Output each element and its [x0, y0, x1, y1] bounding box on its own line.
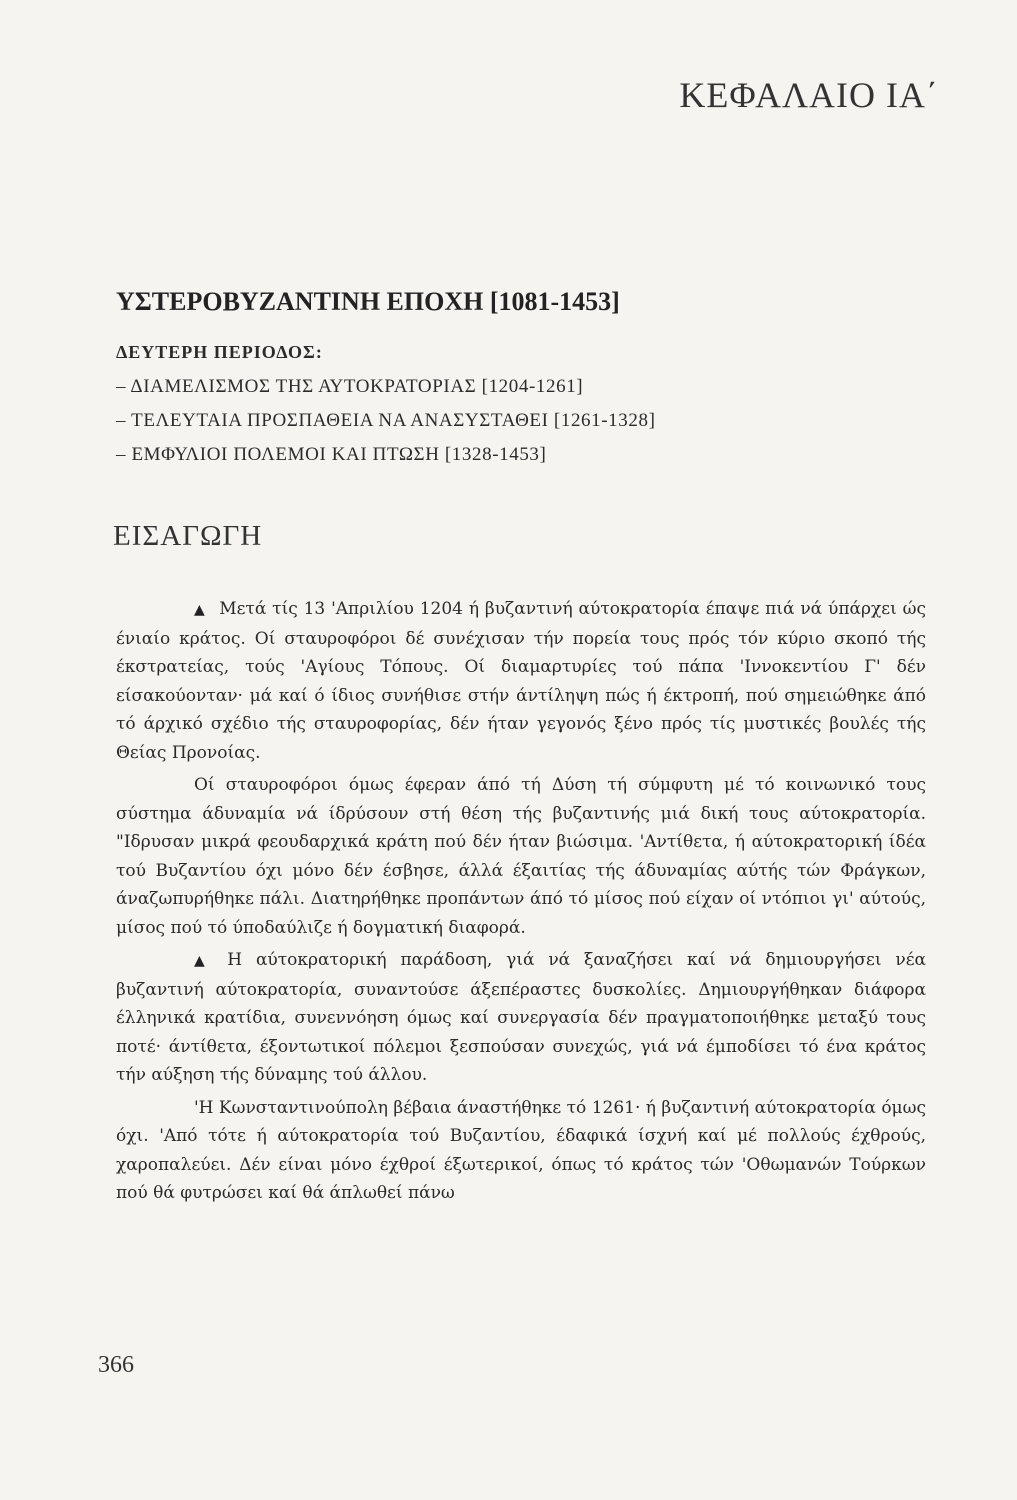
body-text — [116, 595, 926, 1208]
paragraph — [116, 595, 926, 767]
page-number: 366 — [98, 1352, 134, 1378]
paragraph-text: Μετά τίς 13 'Απριλίου 1204 ή βυζαντινή αύτοκρατορία έπαψε πιά νά ύπάρχει ώς ένιαίο κράτος. Οί σταυροφόροι δέ συνέχισαν τήν πορεία τους πρός τόν κύριο σκοπό τής έκστρατείας, τούς 'Αγίους Τόπους. Οί διαμαρτυρίες τού πάπα 'Ιννοκεντίου Γ' δέν είσακούονταν· μά καί ό ίδιος συνήθισε στήν άντίληψη πώς ή έκτροπή, πού σημειώθηκε άπό τό άρχικό σχέδιο τής σταυροφορίας, δέν ήταν γεγονός ξένο πρός τίς μυστικές βουλές τής Θείας Προνοίας. — [116, 599, 926, 763]
triangle-marker-icon: ▲ — [194, 602, 206, 618]
paragraph-text: 'Η Κωνσταντινούπολη βέβαια άναστήθηκε τό 1261· ή βυζαντινή αύτοκρατορία όμως όχι. 'Από τότε ή αύτοκρατορία τού Βυζαντίου, έδαφικά ίσχνή καί μέ πολλούς έχθρούς, χαροπαλεύει. Δέν είναι μόνο έχθροί έξωτερικοί, όπως τό κράτος τών 'Οθωμανών Τούρκων πού θά φυτρώσει καί θά άπλωθεί πάνω — [116, 1097, 926, 1203]
paragraph-text: Η αύτοκρατορική παράδοση, γιά νά ξαναζήσει καί νά δημιουργήσει νέα βυζαντινή αύτοκρατορία, συναντούσε άξεπέραστες δυσκολίες. Δημιουργήθηκαν διάφορα έλληνικά κρατίδια, συνεννόηση όμως καί συνεργασία δέν πραγματοποιήθηκε μεταξύ τους ποτέ· άντίθετα, έξοντωτικοί πόλεμοι ξεσπούσαν συνεχώς, γιά νά έμποδίσει τό ένα κράτος τήν αύξηση τής δύναμης τού άλλου. — [116, 950, 926, 1085]
paragraph — [116, 771, 926, 942]
chapter-heading: ΚΕΦΑΛΑΙΟ ΙΑ΄ — [679, 75, 939, 115]
triangle-marker-icon: ▲ — [194, 953, 214, 969]
period-item: – ΔΙΑΜΕΛΙΣΜΟΣ ΤΗΣ ΑΥΤΟΚΡΑΤΟΡΙΑΣ [1204-1261] — [116, 376, 584, 397]
paragraph — [116, 1094, 926, 1208]
period-item: – ΤΕΛΕΥΤΑΙΑ ΠΡΟΣΠΑΘΕΙΑ ΝΑ ΑΝΑΣΥΣΤΑΘΕΙ [1261-1328] — [116, 410, 656, 431]
main-title: ΥΣΤΕΡΟΒΥΖΑΝΤΙΝΗ ΕΠΟΧΗ [1081-1453] — [116, 287, 620, 316]
period-heading: ΔΕΥΤΕΡΗ ΠΕΡΙΟΔΟΣ: — [116, 342, 323, 362]
paragraph-text: Οί σταυροφόροι όμως έφεραν άπό τή Δύση τή σύμφυτη μέ τό κοινωνικό τους σύστημα άδυναμία νά ίδρύσουν στή θέση τής βυζαντινής μιά δική τους αύτοκρατορία. "Ιδρυσαν μικρά φεουδαρχικά κράτη πού δέν ήταν βιώσιμα. 'Αντίθετα, ή αύτοκρατορική ίδέα τού Βυζαντίου όχι μόνο δέν έσβησε, άλλά έξαιτίας τής άδυναμίας αύτής τών Φράγκων, άναζωπυρήθηκε πάλι. Διατηρήθηκε προπάντων άπό τό μίσος πού είχαν οί ντόπιοι γι' αύτούς, μίσος πού τό ύποδαύλιζε ή δογματική διαφορά. — [116, 775, 926, 938]
paragraph — [116, 946, 926, 1090]
section-title: ΕΙΣΑΓΩΓΗ — [113, 520, 263, 552]
period-item: – ΕΜΦΥΛΙΟΙ ΠΟΛΕΜΟΙ ΚΑΙ ΠΤΩΣΗ [1328-1453] — [116, 444, 547, 465]
